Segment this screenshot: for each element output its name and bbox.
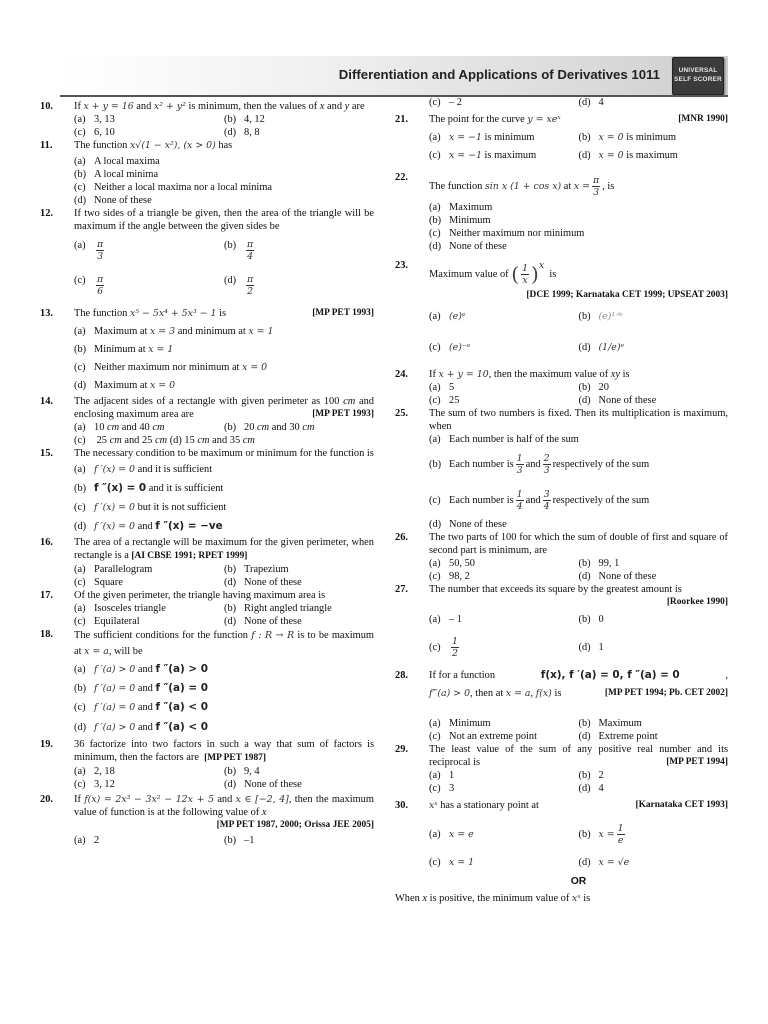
page-title: Differentiation and Applications of Derivatives 1011 bbox=[338, 67, 660, 82]
question-11: 11. The function x√(1 − x²), (x > 0) has (a) A local maxima (b) A local minima (c) Neither a local maxima nor a local minima (d) None of these bbox=[40, 140, 273, 206]
question-18: 18. The sufficient conditions for the function f : R → R is to be maximum at x = a, will be (a) f ′(a) > 0 and f ″(a) > 0 (b) f ′(a) = 0 and f ″(a) = 0 (c) f ′(a) = 0 and f ″(a) < 0 (d) f ′(a) > 0 and f ″(a) < 0 bbox=[40, 629, 374, 733]
question-29: 29. The least value of the sum of any positive real number and its reciprocal is [MP PET 1994] (a) 1 (b) 2 (c) 3 (d) 4 bbox=[395, 744, 728, 794]
question-28: 28. If for a function f(x), f ′(a) = 0, f ″(a) = 0 , f‴(a) > 0, then at x = a, f(x) is [MP PET 1994; Pb. CET 2002] (a) Minimum (b) Maximum (c) Not an extreme point (d) Extreme point bbox=[395, 669, 728, 742]
question-10: 10. If x + y = 16 and x² + y² is minimum, then the values of x and y are (a) 3, 13 (b) 4, 12 (c) 6, 10 (d) 8, 8 bbox=[40, 101, 365, 138]
question-30: 30. xˣ has a stationary point at [Karnataka CET 1993] (a) x = e (b) x = $\frac{1}{e}$ (c) x = 1 (d) x = √e OR bbox=[395, 800, 728, 887]
or-divider: OR bbox=[570, 876, 587, 887]
option: 8, 8 bbox=[244, 127, 260, 138]
question-14: 14. The adjacent sides of a rectangle with given perimeter as 100 cm and enclosing maximum area are [MP PET 1993] (a) 10 cm and 40 cm (b) 20 cm and 30 cm (c) 25 cm and 25 cm (d) 15 cm and 35 cm bbox=[40, 396, 374, 446]
question-17: 17. Of the given perimeter, the triangle having maximum area is (a) Isosceles triangle (b) Right angled triangle (c) Equilateral (d) None of these bbox=[40, 590, 332, 627]
left-column bbox=[40, 100, 374, 847]
question-20-continued: (c) – 2 (d) 4 bbox=[429, 97, 604, 108]
question-16: 16. The area of a rectangle will be maximum for the given perimeter, when rectangle is a [AI CBSE 1991; RPET 1999] (a) Parallelogram (b) Trapezium (c) Square (d) None of these bbox=[40, 537, 374, 588]
question-15: 15. The necessary condition to be maximum or minimum for the function is (a) f ′(x) = 0 and it is sufficient (b) f ″(x) = 0 and it is sufficient (c) f ′(x) = 0 but it is not sufficient (d) f ′(x) = 0 and f ″(x) = −ve bbox=[40, 448, 374, 532]
question-22: 22. The function sin x (1 + cos x) at x = $\frac{\pi}{3}$ , is (a) Maximum (b) Minimum (c) Neither maximum nor minimum (d) None of these bbox=[395, 172, 615, 252]
question-13: 13. The function x⁵ − 5x⁴ + 5x³ − 1 is [MP PET 1993] (a) Maximum at x = 3 and minimum at x = 1 (b) Minimum at x = 1 (c) Neither maximum nor minimum at x = 0 (d) Maximum at x = 0 bbox=[40, 308, 374, 391]
question-30-or-part: When x is positive, the minimum value of xˣ is bbox=[395, 893, 591, 904]
question-21: 21. The point for the curve y = xeˣ [MNR 1990] (a) x = −1 is minimum (b) x = 0 is minimum (c) x = −1 is maximum (d) x = 0 is maximum bbox=[395, 114, 728, 161]
page-header bbox=[60, 56, 728, 96]
question-19: 19. 36 factorize into two factors in such a way that sum of factors is minimum, then the factors are [MP PET 1987] (a) 2, 18 (b) 9, 4 (c) 3, 12 (d) None of these bbox=[40, 739, 374, 790]
question-25: 25. The sum of two numbers is fixed. Then its multiplication is maximum, when (a) Each number is half of the sum (b) Each number is $\frac{1}{3}$ and $\frac{2}{3}$ respectively of the sum (c) Each number is $\frac{1}{4}$ and $\frac{3}{4}$ respectively of the sum (d) None of these bbox=[395, 408, 728, 530]
publisher-logo: UNIVERSAL SELF SCORER bbox=[672, 57, 724, 95]
question-12: 12. If two sides of a triangle be given, then the area of the triangle will be maximum if the angle between the given sides be (a) $\frac{\pi}{3}$ (b) $\frac{\pi}{4}$ (c) $\frac{\pi}{6}$ (d) $\frac{\pi}{2}$ bbox=[40, 208, 374, 297]
question-24: 24. If x + y = 10, then the maximum value of xy is (a) 5 (b) 20 (c) 25 (d) None of these bbox=[395, 369, 657, 406]
right-column bbox=[395, 96, 728, 905]
question-23: 23. Maximum value of ( $\frac{1}{x}$ ) x is [DCE 1999; Karnataka CET 1999; UPSEAT 2003] (a) (e)ᵉ (b) (e)¹ᐟᵉ (c) (e)⁻ᵉ (d) (1/e)ᵉ bbox=[395, 260, 728, 353]
question-26: 26. The two parts of 100 for which the sum of double of first and square of second part is minimum, are (a) 50, 50 (b) 99, 1 (c) 98, 2 (d) None of these bbox=[395, 532, 728, 582]
option: 3, 13 bbox=[94, 114, 115, 125]
option: 4, 12 bbox=[244, 114, 265, 125]
question-20: 20. If f(x) = 2x³ − 3x² − 12x + 5 and x ∈ [−2, 4], then the maximum value of function is at the following value of x [MP PET 1987, 2000; Orissa JEE 2005] (a) 2 (b) –1 bbox=[40, 794, 374, 846]
option: 6, 10 bbox=[94, 127, 115, 138]
question-27: 27. The number that exceeds its square by the greatest amount is [Roorkee 1990] (a) – 1 (b) 0 (c) $\frac{1}{2}$ (d) 1 bbox=[395, 584, 728, 659]
